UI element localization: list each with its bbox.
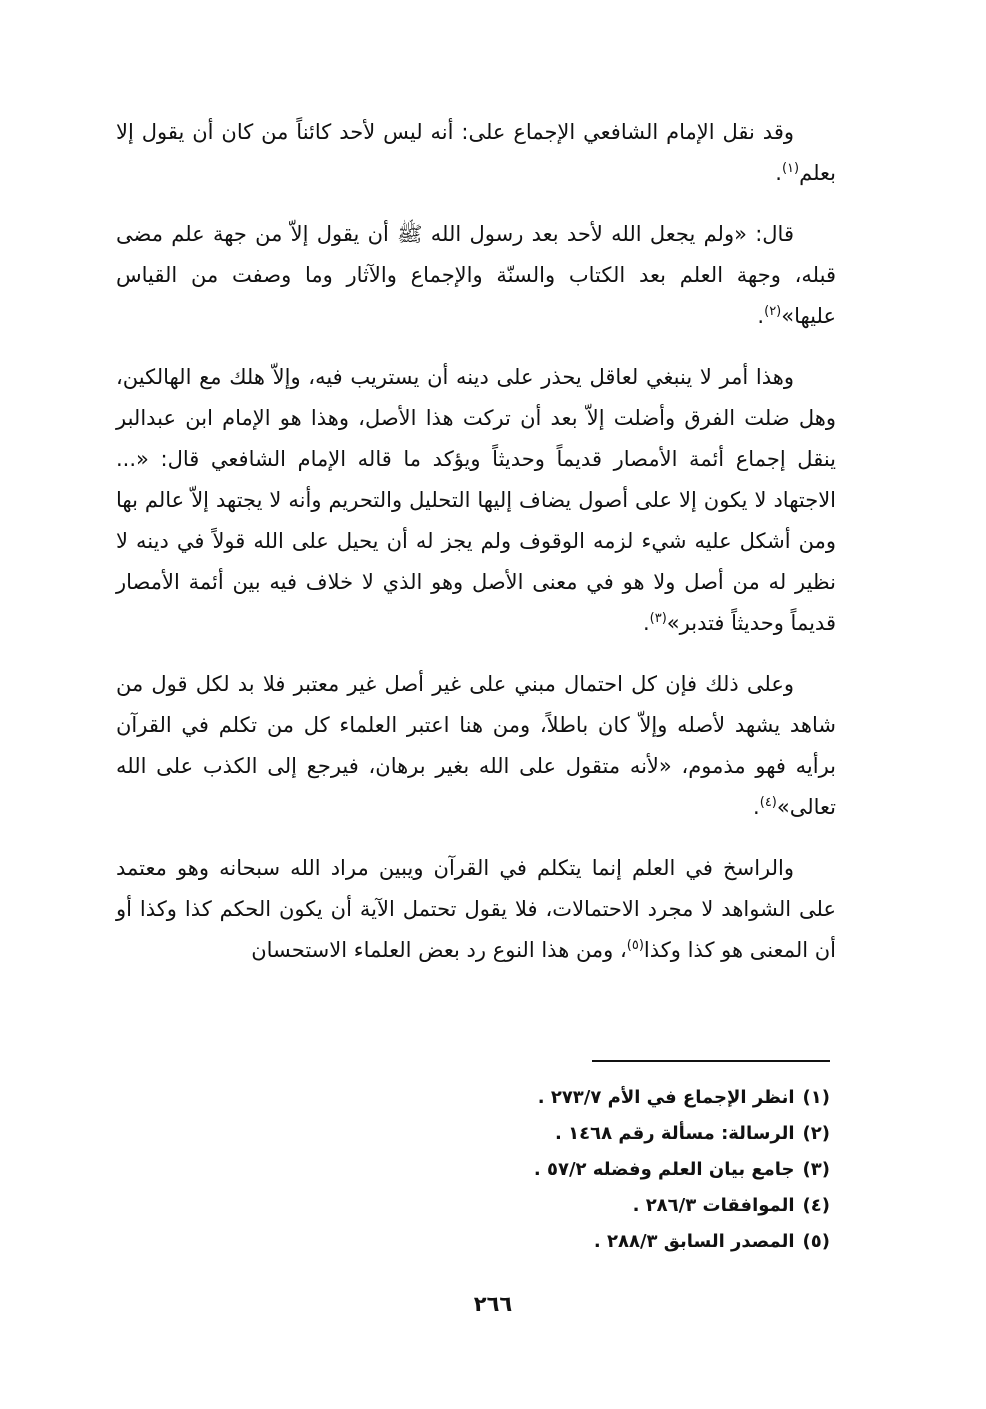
footnote-5 xyxy=(390,1224,830,1260)
footnote-ref-5[interactable]: (٥) xyxy=(626,938,644,953)
footnote-3-text: جامع بيان العلم وفضله ٥٧/٢ . xyxy=(533,1159,795,1180)
footnote-ref-4[interactable]: (٤) xyxy=(759,795,777,810)
footnote-4 xyxy=(390,1188,830,1224)
paragraph-2-tail: . xyxy=(757,304,765,328)
footnote-1-number: (١) xyxy=(802,1087,830,1108)
footnote-5-text: المصدر السابق ٢٨٨/٣ . xyxy=(593,1231,795,1252)
footnote-4-number: (٤) xyxy=(802,1195,830,1216)
footnote-1 xyxy=(390,1080,830,1116)
footnote-3-number: (٣) xyxy=(802,1159,830,1180)
paragraph-1-text: وقد نقل الإمام الشافعي الإجماع على: أنه ليس لأحد كائناً من كان أن يقول إلا بعلم xyxy=(116,120,836,185)
paragraph-1-tail: . xyxy=(775,161,782,185)
footnote-2 xyxy=(390,1116,830,1152)
paragraph-1 xyxy=(116,112,836,194)
footnotes-list xyxy=(390,1080,830,1260)
paragraph-5-tail: ، ومن هذا النوع رد بعض العلماء الاستحسان xyxy=(251,938,627,962)
footnote-ref-2[interactable]: (٢) xyxy=(764,304,782,319)
paragraph-3 xyxy=(116,357,836,644)
paragraph-5-text: والراسخ في العلم إنما يتكلم في القرآن ويبين مراد الله سبحانه وهو معتمد على الشواهد لا مجرد الاحتمالات، فلا يقول تحتمل الآية أن يكون الحكم كذا وكذا أو أن المعنى هو كذا وكذا xyxy=(116,856,836,962)
paragraph-4 xyxy=(116,664,836,828)
main-text xyxy=(116,112,836,971)
paragraph-3-tail: . xyxy=(642,611,650,635)
footnote-divider xyxy=(592,1060,830,1062)
footnote-4-text: الموافقات ٢٨٦/٣ . xyxy=(632,1195,795,1216)
footnote-ref-3[interactable]: (٣) xyxy=(649,611,667,626)
paragraph-2 xyxy=(116,214,836,337)
footnote-1-text: انظر الإجماع في الأم ٢٧٣/٧ . xyxy=(537,1087,795,1108)
footnote-2-text: الرسالة: مسألة رقم ١٤٦٨ . xyxy=(555,1123,795,1144)
paragraph-2-text: قال: «ولم يجعل الله لأحد بعد رسول الله ﷺ أن يقول إلاّ من جهة علم مضى قبله، وجهة العلم بعد الكتاب والسنّة والإجماع والآثار وما وصفت من القياس عليها» xyxy=(116,222,836,328)
paragraph-4-text: وعلى ذلك فإن كل احتمال مبني على غير أصل غير معتبر فلا بد لكل قول من شاهد يشهد لأصله وإلاّ كان باطلاً، ومن هنا اعتبر العلماء كل من تكلم في القرآن برأيه فهو مذموم، «لأنه متقول على الله بغير برهان، فيرجع إلى الكذب على الله تعالى» xyxy=(116,672,836,819)
paragraph-3-text: وهذا أمر لا ينبغي لعاقل يحذر على دينه أن يستريب فيه، وإلاّ هلك مع الهالكين، وهل ضلت الفرق وأضلت إلاّ بعد أن تركت هذا الأصل، وهذا هو الإمام ابن عبدالبر ينقل إجماع أئمة الأمصار قديماً وحديثاً ويؤكد ما قاله الإمام الشافعي قال: «... الاجتهاد لا يكون إلا على أصول يضاف إليها التحليل والتحريم وأنه لا يجتهد إلاّ عالم بها ومن أشكل عليه شيء لزمه الوقوف ولم يجز له أن يحيل على الله قولاً في دينه لا نظير له من أصل ولا هو في معنى الأصل وهو الذي لا خلاف فيه بين أئمة الأمصار قديماً وحديثاً فتدبر» xyxy=(116,365,836,635)
footnote-ref-1[interactable]: (١) xyxy=(781,161,800,176)
page-number: ٢٦٦ xyxy=(473,1292,513,1316)
footnote-2-number: (٢) xyxy=(802,1123,830,1144)
footnote-5-number: (٥) xyxy=(802,1231,830,1252)
footnote-3 xyxy=(390,1152,830,1188)
paragraph-4-tail: . xyxy=(753,795,760,819)
paragraph-5 xyxy=(116,848,836,971)
